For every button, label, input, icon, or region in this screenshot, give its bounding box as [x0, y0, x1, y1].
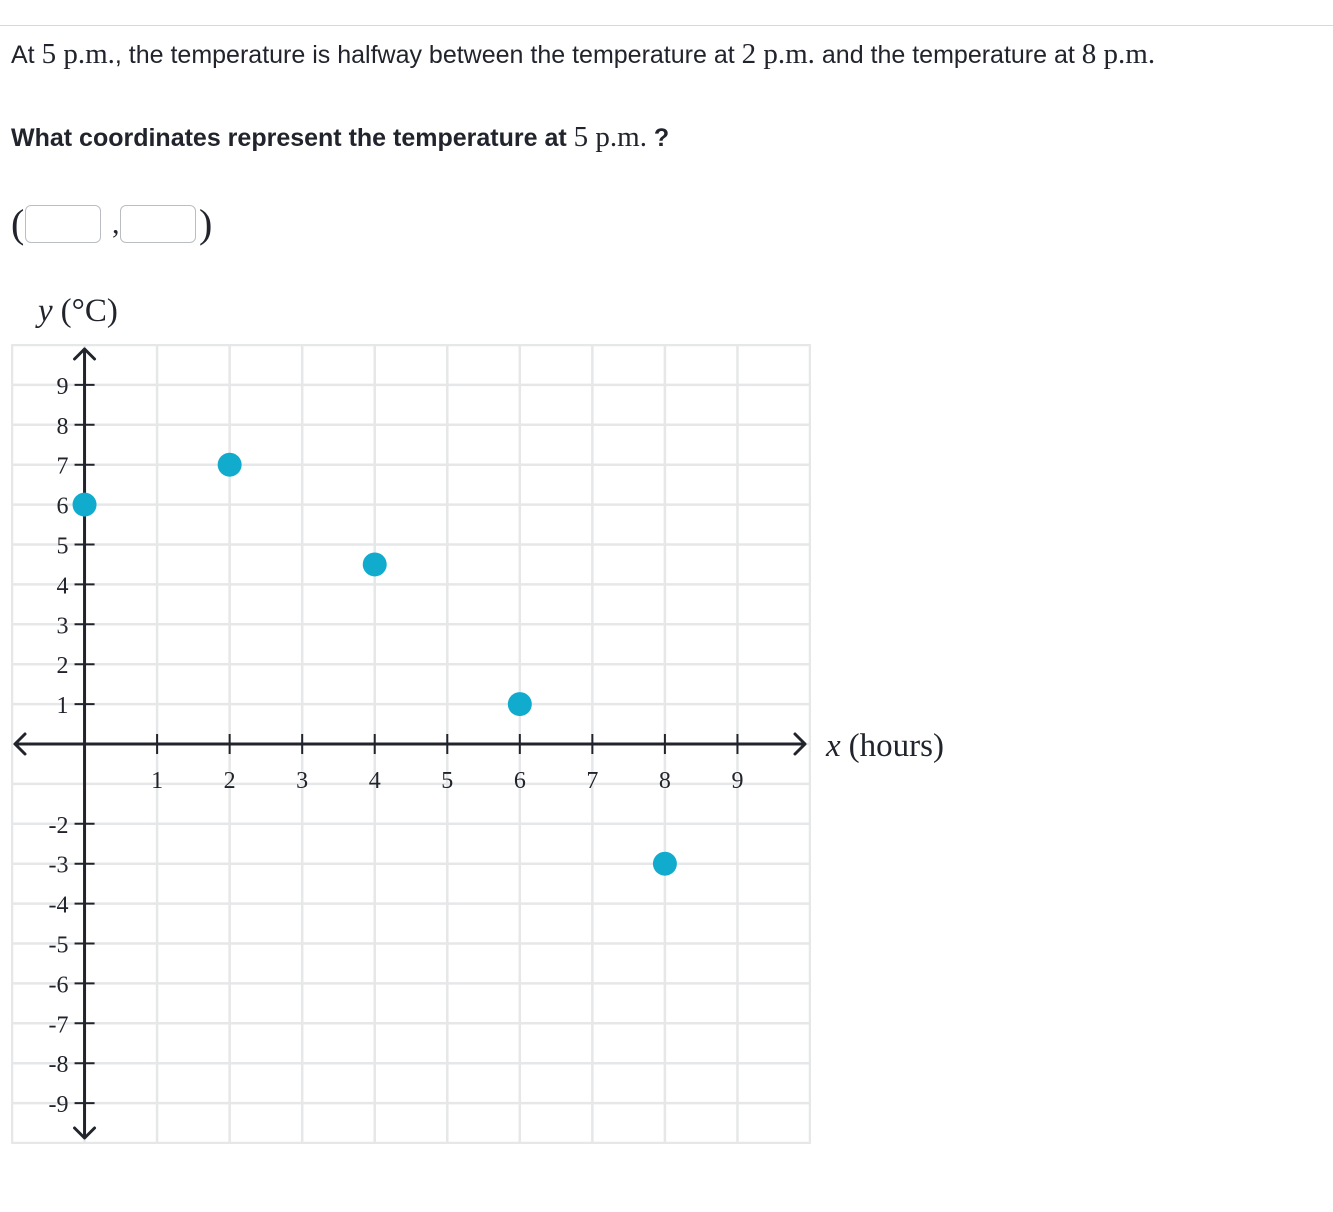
- question-text-2: ?: [646, 124, 670, 152]
- y-tick-label: 8: [56, 413, 69, 440]
- statement-text-2: , the temperature is halfway between the temperature at: [114, 41, 742, 69]
- x-axis-title: [825, 728, 944, 764]
- question-time-5pm: 5 p.m.: [573, 121, 647, 153]
- x-tick-label: 2: [223, 768, 236, 794]
- y-axis-unit: (°C): [60, 293, 118, 329]
- data-point: [653, 852, 677, 876]
- y-tick-label: 4: [56, 573, 69, 600]
- axes: [15, 349, 805, 1138]
- y-tick-label: 7: [56, 453, 69, 480]
- y-tick-label: -7: [48, 1012, 69, 1039]
- y-tick-label: -3: [48, 852, 69, 879]
- y-tick-label: -8: [48, 1052, 69, 1079]
- y-tick-label: 9: [56, 373, 69, 400]
- y-tick-label: -2: [48, 812, 69, 839]
- x-axis-unit: (hours): [848, 728, 944, 764]
- x-tick-label: 6: [513, 768, 526, 794]
- y-axis-title: [35, 293, 118, 329]
- y-tick-label: 3: [56, 613, 69, 640]
- x-tick-label: 1: [151, 768, 164, 794]
- top-divider: [0, 25, 1333, 26]
- y-tick-label: 2: [56, 653, 69, 680]
- x-tick-label: 9: [731, 768, 744, 794]
- statement-text-1: At: [11, 41, 42, 69]
- y-tick-label: -5: [48, 932, 69, 959]
- coordinate-separator: ,: [112, 207, 120, 240]
- y-tick-label: 5: [56, 533, 69, 560]
- statement-time-5pm: 5 p.m.: [41, 38, 115, 70]
- tick-labels: [49, 374, 744, 1118]
- open-paren: (: [11, 201, 25, 246]
- coordinate-answer: [10, 200, 220, 250]
- x-tick-label: 4: [368, 768, 381, 794]
- question-text-1: What coordinates represent the temperature at: [11, 124, 574, 152]
- data-point: [363, 552, 387, 576]
- data-point: [73, 493, 97, 517]
- x-coordinate-input[interactable]: [25, 205, 101, 243]
- y-tick-label: -9: [48, 1092, 69, 1119]
- y-tick-label: 1: [56, 693, 69, 720]
- x-tick-label: 5: [441, 768, 454, 794]
- problem-statement: [11, 34, 1155, 75]
- statement-text-3: and the temperature at: [814, 41, 1082, 69]
- question-prompt: [11, 117, 669, 158]
- x-tick-label: 7: [586, 768, 599, 794]
- statement-time-8pm: 8 p.m.: [1081, 38, 1156, 70]
- y-tick-label: -4: [48, 892, 69, 919]
- y-coordinate-input[interactable]: [120, 205, 196, 243]
- x-tick-label: 3: [296, 768, 309, 794]
- data-point: [508, 692, 532, 716]
- x-tick-label: 8: [658, 768, 671, 794]
- y-axis-variable: y: [38, 293, 53, 329]
- statement-time-2pm: 2 p.m.: [741, 38, 815, 70]
- y-tick-label: 6: [56, 493, 69, 520]
- y-tick-label: -6: [48, 972, 69, 999]
- data-point: [218, 453, 242, 477]
- close-paren: ): [199, 201, 213, 246]
- x-axis-variable: x: [826, 728, 841, 764]
